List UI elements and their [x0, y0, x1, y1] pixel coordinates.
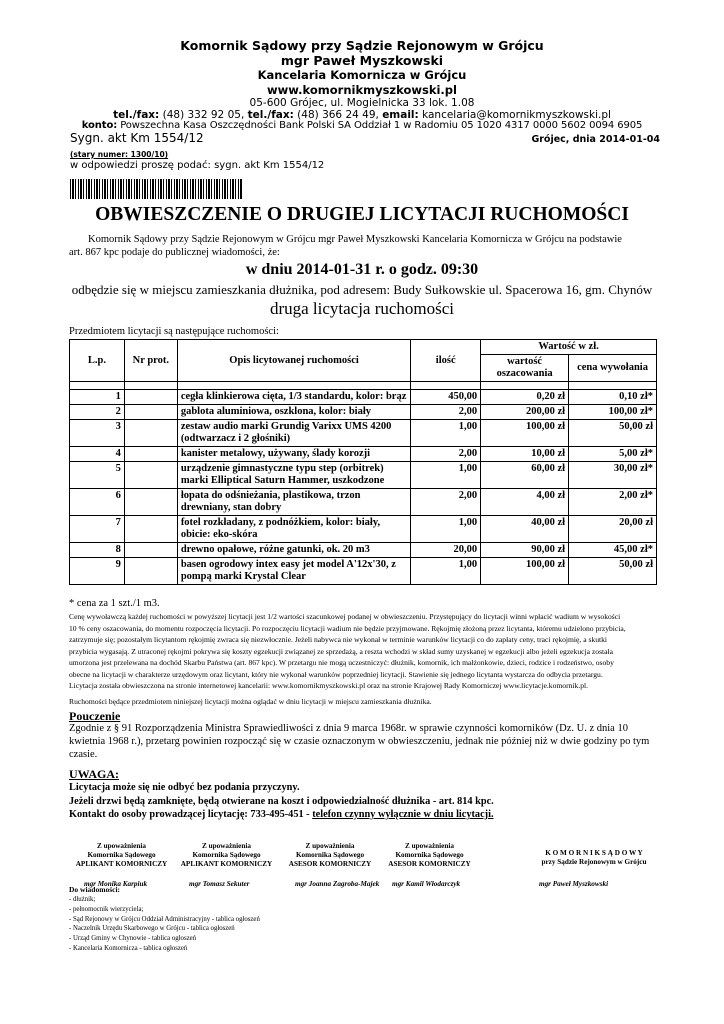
- cell-lp: 3: [70, 420, 125, 447]
- account-line: konto: Powszechna Kasa Oszczędności Bank Polski SA Oddział 1 w Radomiu 05 1020 4317 0000 5602 0094 6905: [81, 120, 643, 131]
- terms-line: 10 % ceny oszacowania, do momentu rozpoczęcia licytacji. Po rozpoczęciu licytacji wadium nie będzie przyjmowane. Rękojmię złożoną przez licytanta, któremu udzielono przybicia,: [69, 623, 626, 633]
- cell-lp: 7: [70, 516, 125, 543]
- table-row: [70, 420, 657, 447]
- cell-lp: 8: [70, 543, 125, 558]
- cell-nr: [124, 516, 177, 543]
- cell-estimate: 200,00 zł: [481, 405, 569, 420]
- signature-line: Z upoważnienia: [305, 842, 355, 850]
- cell-qty: 20,00: [411, 543, 481, 558]
- signatory-name: mgr Monika Karpiuk: [84, 880, 148, 888]
- cell-nr: [124, 462, 177, 489]
- signature-line: Komornika Sądowego: [87, 851, 156, 859]
- distribution-item: - Sąd Rejonowy w Grójcu Oddział Administracyjny - tablica ogłoszeń: [69, 915, 260, 923]
- signature-block: [280, 842, 380, 869]
- header-qty: ilość: [411, 340, 481, 382]
- terms-line: Cenę wywoławczą każdej ruchomości w powyższej licytacji jest 1/2 wartości szacunkowej podanej w obwieszczeniu. Przystępujący do licytacji winni wpłacić wadium w wysokości: [69, 612, 621, 621]
- cell-qty: 450,00: [411, 390, 481, 405]
- warning-text: Licytacja może się nie odbyć bez podania przyczyny. Jeżeli drzwi będą zamknięte, będą otwierane na koszt i odpowiedzialność dłużnika - art. 814 kpc. Kontakt do osoby prowadzącej licytację: 733-495-451 - telefon czynny wyłącznie w dniu licytacji.: [69, 782, 494, 820]
- signatory-name: mgr Kamil Włodarczyk: [392, 880, 461, 888]
- cell-estimate: 4,00 zł: [481, 489, 569, 516]
- distribution-heading: Do wiadomości:: [69, 885, 121, 894]
- distribution-item: - Urząd Gminy w Chynowie - tablica ogłoszeń: [69, 935, 197, 943]
- cell-desc: basen ogrodowy intex easy jet model A'12x'30, z pompą marki Krystal Clear: [177, 558, 410, 585]
- signature-line: ASESOR KOMORNICZY: [388, 860, 471, 868]
- distribution-list: [69, 895, 260, 954]
- table-row: [70, 447, 657, 462]
- cell-price: 2,00 zł*: [569, 489, 657, 516]
- signature-block: [69, 842, 174, 869]
- cell-estimate: 100,00 zł: [481, 558, 569, 585]
- cell-estimate: 100,00 zł: [481, 420, 569, 447]
- auction-type: druga licytacja ruchomości: [269, 299, 455, 318]
- terms-line: obecne na licytacji w charakterze urzędowym oraz licytant, który nie wykonał warunków poprzedniej licytacji. Stawienie się jednego licytanta wystarcza do odbycia przetargu.: [69, 669, 603, 679]
- signature-block: [524, 842, 664, 867]
- cell-lp: 6: [70, 489, 125, 516]
- header-nr: Nr prot.: [124, 340, 177, 382]
- cell-price: 5,00 zł*: [569, 447, 657, 462]
- table-row: [70, 558, 657, 585]
- header-value-group: Wartość w zł.: [481, 340, 657, 355]
- cell-nr: [124, 489, 177, 516]
- signature-line: Z upoważnienia: [405, 842, 454, 850]
- cell-price: 50,00 zł: [569, 558, 657, 585]
- cell-nr: [124, 390, 177, 405]
- distribution-item: - Naczelnik Urzędu Skarbowego w Grójcu - tablica ogłoszeń: [69, 925, 235, 933]
- table-row: [70, 462, 657, 489]
- signatory-name: mgr Joanna Zagroba-Majek: [295, 880, 380, 888]
- cell-nr: [124, 405, 177, 420]
- distribution-item: - dłużnik;: [69, 896, 96, 903]
- cell-lp: 2: [70, 405, 125, 420]
- signature-line: ASESOR KOMORNICZY: [288, 860, 372, 868]
- cell-price: 50,00 zł: [569, 420, 657, 447]
- intro-line2: art. 867 kpc podaje do publicznej wiadomości, że:: [69, 247, 280, 258]
- signature-block: [377, 842, 482, 869]
- cell-desc: fotel rozkładany, z podnóżkiem, kolor: biały, obicie: eko-skóra: [177, 516, 410, 543]
- website: www.komornikmyszkowski.pl: [267, 83, 457, 97]
- header-desc: Opis licytowanej ruchomości: [177, 340, 410, 382]
- header-lp: L.p.: [70, 340, 125, 382]
- cell-lp: 1: [70, 390, 125, 405]
- old-number: (stary numer: 1300/10): [70, 150, 169, 159]
- table-row: [70, 390, 657, 405]
- items-table: [69, 339, 657, 585]
- cell-desc: drewno opałowe, różne gatunki, ok. 20 m3: [177, 543, 410, 558]
- cell-estimate: 0,20 zł: [481, 390, 569, 405]
- cell-desc: gablota aluminiowa, oszklona, kolor: biały: [177, 405, 410, 420]
- reply-note: w odpowiedzi proszę podać: sygn. akt Km 1554/12: [70, 160, 325, 171]
- cell-nr: [124, 558, 177, 585]
- office-name: Komornik Sądowy przy Sądzie Rejonowym w Grójcu: [180, 38, 544, 53]
- terms-line: Licytacja została obwieszczona na stronie internetowej kancelarii: www.komornikmyszkowski.pl oraz na stronie Krajowej Rady Komorniczej www.licytacje.komornik.pl.: [69, 681, 589, 690]
- cell-nr: [124, 420, 177, 447]
- case-number: Sygn. akt Km 1554/12: [70, 131, 204, 145]
- terms-block: [69, 611, 659, 707]
- cell-qty: 2,00: [411, 489, 481, 516]
- items-table-body: [70, 390, 657, 585]
- table-row: [70, 543, 657, 558]
- document-date: Grójec, dnia 2014-01-04: [531, 134, 660, 145]
- signatory-name: mgr Tomasz Sekuter: [189, 880, 250, 888]
- cell-qty: 1,00: [411, 558, 481, 585]
- terms-line: przybicia wygasają. Z utraconej rękojmi pokrywa się koszty egzekucji związanej ze sprzedażą, a reszta wchodzi w skład sumy uzyskanej w egzekucji albo jeżeli egzekucja została: [69, 646, 613, 656]
- signature-line: Z upoważnienia: [97, 842, 146, 850]
- cell-price: 45,00 zł*: [569, 543, 657, 558]
- cell-estimate: 10,00 zł: [481, 447, 569, 462]
- barcode: [70, 179, 242, 199]
- signature-line: Z upoważnienia: [202, 842, 251, 850]
- auction-date: w dniu 2014-01-31 r. o godz. 09:30: [245, 261, 479, 278]
- cell-desc: łopata do odśnieżania, plastikowa, trzon drewniany, stan dobry: [177, 489, 410, 516]
- chancery-name: Kancelaria Komornicza w Grójcu: [257, 68, 467, 82]
- cell-estimate: 60,00 zł: [481, 462, 569, 489]
- cell-qty: 2,00: [411, 447, 481, 462]
- cell-estimate: 90,00 zł: [481, 543, 569, 558]
- auction-place: odbędzie się w miejscu zamieszkania dłużnika, pod adresem: Budy Sułkowskie ul. Spacerowa 16, gm. Chynów: [71, 282, 653, 297]
- cell-lp: 4: [70, 447, 125, 462]
- signature-line: APLIKANT KOMORNICZY: [75, 860, 168, 868]
- table-row: [70, 405, 657, 420]
- header-estimate: wartość oszacowania: [481, 355, 569, 382]
- table-row: [70, 489, 657, 516]
- notice-title: OBWIESZCZENIE O DRUGIEJ LICYTACJI RUCHOMOŚCI: [95, 204, 629, 225]
- signature-line: K O M O R N I K S Ą D O W Y: [545, 849, 643, 857]
- cell-nr: [124, 543, 177, 558]
- distribution-item: - Kancelaria Komornicza - tablica ogłoszeń: [69, 944, 188, 952]
- cell-lp: 5: [70, 462, 125, 489]
- cell-price: 0,10 zł*: [569, 390, 657, 405]
- footnote: * cena za 1 szt./1 m3.: [69, 598, 160, 609]
- distribution-item: - pełnomocnik wierzyciela;: [69, 905, 144, 913]
- cell-price: 100,00 zł*: [569, 405, 657, 420]
- cell-qty: 1,00: [411, 516, 481, 543]
- signature-line: Komornika Sądowego: [295, 851, 365, 859]
- cell-desc: zestaw audio marki Grundig Varixx UMS 4200 (odtwarzacz i 2 głośniki): [177, 420, 410, 447]
- signature-line: przy Sądzie Rejonowym w Grójcu: [541, 858, 647, 866]
- address: 05-600 Grójec, ul. Mogielnicka 33 lok. 1.08: [249, 97, 475, 109]
- bailiff-name: mgr Paweł Myszkowski: [280, 53, 444, 68]
- cell-qty: 2,00: [411, 405, 481, 420]
- cell-qty: 1,00: [411, 462, 481, 489]
- signature-line: Komornika Sądowego: [192, 851, 261, 859]
- cell-price: 20,00 zł: [569, 516, 657, 543]
- terms-line: Ruchomości będące przedmiotem niniejszej licytacji można oglądać w dniu licytacji w miejscu zamieszkania dłużnika.: [69, 696, 432, 706]
- signatory-name: mgr Paweł Myszkowski: [539, 880, 609, 888]
- cell-desc: urządzenie gimnastyczne typu step (orbitrek) marki Elliptical Saturn Hammer, uszkodzone: [177, 462, 410, 489]
- cell-price: 30,00 zł*: [569, 462, 657, 489]
- cell-lp: 9: [70, 558, 125, 585]
- instruction-heading: Pouczenie: [69, 709, 121, 723]
- cell-desc: cegła klinkierowa cięta, 1/3 standardu, kolor: brąz: [177, 390, 410, 405]
- cell-nr: [124, 447, 177, 462]
- cell-qty: 1,00: [411, 420, 481, 447]
- phone-note: telefon czynny wyłącznie w dniu licytacji.: [312, 809, 494, 820]
- table-row: [70, 516, 657, 543]
- signature-block: [174, 842, 279, 869]
- intro-line1: Komornik Sądowy przy Sądzie Rejonowym w Grójcu mgr Paweł Myszkowski Kancelaria Komornicza w Grójcu na podstawie: [88, 234, 622, 245]
- cell-desc: kanister metalowy, używany, ślady korozji: [177, 447, 410, 462]
- terms-line: zatrzymuje się; pozostałym licytantom rękojmię zwraca się niezwłocznie. Jeżeli nabywca nie wykonał w terminie warunków licytacji co do zapłaty ceny, traci rękojmię, a skutki: [69, 635, 608, 644]
- cell-estimate: 40,00 zł: [481, 516, 569, 543]
- contact-line: tel./fax: (48) 332 92 05, tel./fax: (48) 366 24 49, email: kancelaria@komornikmyszkowski.pl: [113, 109, 611, 121]
- signature-line: APLIKANT KOMORNICZY: [180, 860, 273, 868]
- terms-line: umorzona jest przelewana na dochód Skarbu Państwa (art. 867 kpc). W przetargu nie mogą uczestniczyć: dłużnik, komornik, ich małżonkowie, dzieci, rodzice i rodzeństwo, osoby: [69, 658, 614, 667]
- warning-heading: UWAGA:: [69, 767, 119, 781]
- subject-line: Przedmiotem licytacji są następujące ruchomości:: [69, 326, 279, 337]
- header-call-price: cena wywołania: [569, 355, 657, 382]
- instruction-text: Zgodnie z § 91 Rozporządzenia Ministra Sprawiedliwości z dnia 9 marca 1968r. w sprawie czynności komorników (Dz. U. z dnia 10 kwietnia 1968 r.), przetarg powinien rozpocząć się w czasie oznaczonym w obwieszczeniu, jednak nie później niż w dwie godziny po tym czasie.: [69, 723, 650, 760]
- signature-line: Komornika Sądowego: [395, 851, 464, 859]
